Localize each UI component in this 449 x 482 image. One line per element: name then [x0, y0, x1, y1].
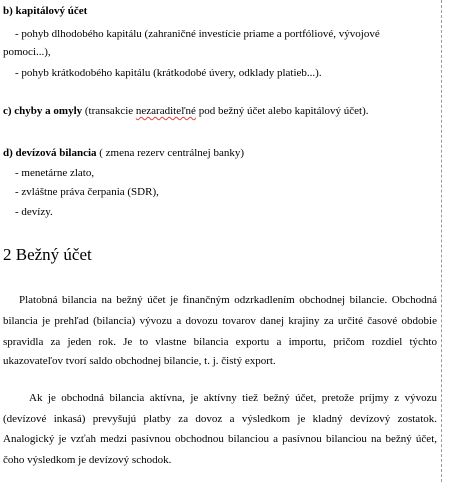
paragraph-2-line: Ak je obchodná bilancia aktívna, je aktívny tiež bežný účet, pretože príjmy z vývozu — [29, 392, 437, 404]
section-d-text: ( zmena rezerv centrálnej banky) — [96, 147, 245, 159]
section-b-heading: b) kapitálový účet — [3, 5, 88, 17]
section-c-line — [3, 104, 369, 118]
section-c-heading: c) chyby a omyly — [3, 105, 83, 117]
paragraph-2-line: (devízové inkasá) prevyšujú platby za dovoz a výsledkom je kladný devízový zostatok. — [3, 413, 437, 425]
section-b-item: - pohyb krátkodobého kapitálu (krátkodobé úvery, odklady platieb...). — [15, 67, 322, 79]
right-margin-guide — [441, 0, 442, 482]
section-b-item: - pohyb dlhodobého kapitálu (zahraničné investície priame a portfóliové, vývojové — [15, 28, 380, 40]
paragraph-1-line: ukazovateľov tvorí saldo obchodnej bilancie, t. j. čistý export. — [3, 355, 276, 367]
misspelled-word[interactable]: nezaraditeľné — [135, 105, 196, 117]
section-c-text: (transakcie — [82, 105, 136, 117]
paragraph-1-line: spravidla za jeden rok. Je to vlastne bilancia exportu a importu, pričom rozdiel týchto — [3, 336, 437, 348]
paragraph-1-line: bilancia je prehľad (bilancia) vývozu a dovozu tovarov danej krajiny za určité časové obdobie — [3, 315, 437, 327]
paragraph-2-line: čoho výsledkom je devízový schodok. — [3, 454, 172, 466]
section-d-heading: d) devízová bilancia — [3, 147, 97, 159]
section-c-text: pod bežný účet alebo kapitálový účet). — [195, 105, 369, 117]
chapter-heading: 2 Bežný účet — [3, 245, 92, 264]
section-d-item: - devízy. — [15, 206, 53, 218]
paragraph-2-line: Analogický je vzťah medzi pasívnou obchodnou bilanciou a pasívnou bilanciou na bežný účet, — [3, 433, 437, 445]
section-d-line — [3, 146, 244, 160]
section-d-item: - menetárne zlato, — [15, 167, 95, 179]
paragraph-1-line: Platobná bilancia na bežný účet je finančným odzrkadlením obchodnej bilancie. Obchodná — [19, 294, 437, 306]
section-d-item: - zvláštne práva čerpania (SDR), — [15, 186, 159, 198]
section-b-item-continuation: pomoci...), — [3, 46, 51, 58]
